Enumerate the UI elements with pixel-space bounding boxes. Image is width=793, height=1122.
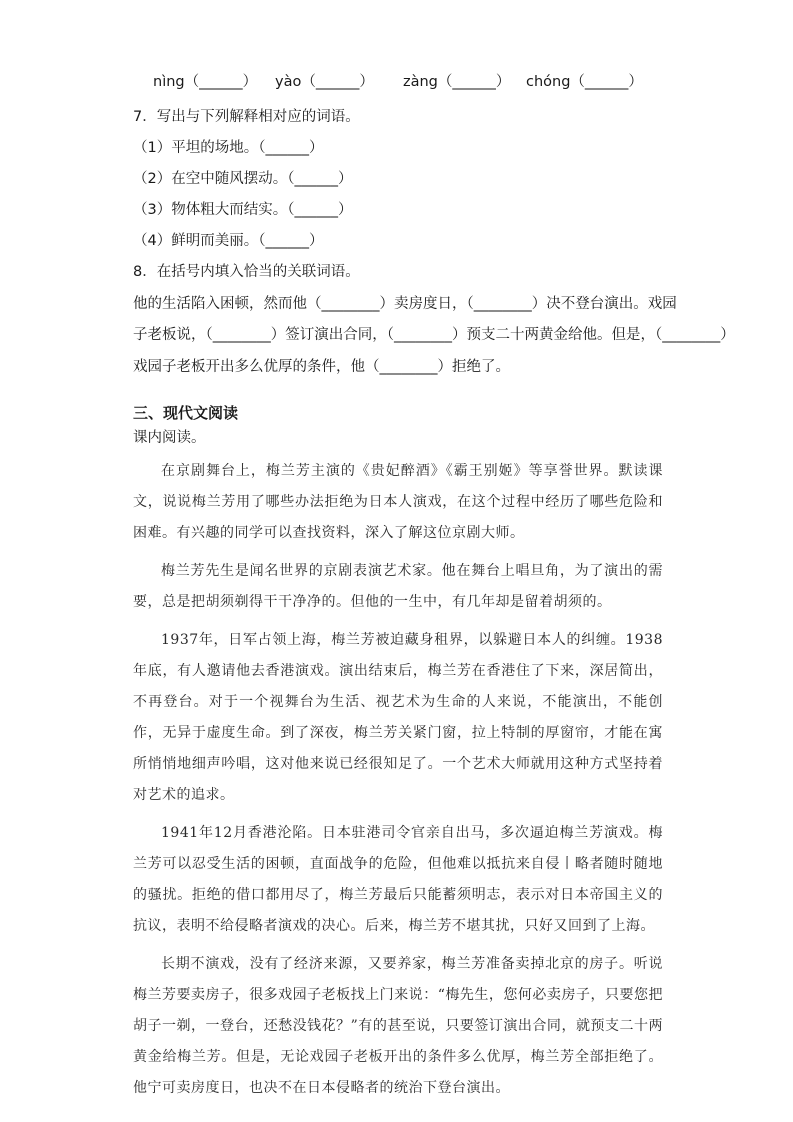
- passage-paragraph-5: 长期不演戏，没有了经济来源，又要养家，梅兰芳准备卖掉北京的房子。听说梅兰芳要卖房子，很多戏园子老板找上门来说：“梅先生，您何必卖房子，只要您把胡子一剃，一登台，还愁没钱花？”有的甚至说，只要签订演出合同，就预支二十两黄金给梅兰芳。但是，无论戏园子老板开出的条件多么优厚，梅兰芳全部拒绝了。他宁可卖房度日，也决不在日本侵略者的统治下登台演出。: [133, 956, 663, 1096]
- question-8-title: 8．在括号内填入恰当的关联词语。: [133, 264, 360, 280]
- question-8-line-2[interactable]: 子老板说，（________）签订演出合同，（________）预支二十两黄金给他。但是，（________）: [133, 327, 735, 343]
- passage-paragraph-1: 在京剧舞台上，梅兰芳主演的《贵妃醉酒》《霸王别姬》等享誉世界。默读课文，说说梅兰芳用了哪些办法拒绝为日本人演戏，在这个过程中经历了哪些危险和困难。有兴趣的同学可以查找资料，深入了解这位京剧大师。: [133, 463, 663, 541]
- pinyin-blank-yao[interactable]: yào（______）: [275, 74, 374, 90]
- question-7-item-2[interactable]: （2）在空中随风摆动。（______）: [133, 171, 353, 187]
- reading-passage: [133, 456, 663, 1111]
- pinyin-blank-chong[interactable]: chóng（______）: [526, 74, 643, 90]
- passage-paragraph-2: 梅兰芳先生是闻名世界的京剧表演艺术家。他在舞台上唱旦角，为了演出的需要，总是把胡须剃得干干净净的。但他的一生中，有几年却是留着胡须的。: [133, 563, 663, 610]
- pinyin-blank-zang[interactable]: zàng（______）: [403, 74, 511, 90]
- pinyin-row: [0, 72, 793, 92]
- question-7-item-3[interactable]: （3）物体粗大而结实。（______）: [133, 202, 353, 218]
- passage-paragraph-3: 1937年，日军占领上海，梅兰芳被迫藏身租界，以躲避日本人的纠缠。1938年底，有人邀请他去香港演戏。演出结束后，梅兰芳在香港住了下来，深居简出，不再登台。对于一个视舞台为生活、视艺术为生命的人来说，不能演出，不能创作，无异于虚度生命。到了深夜，梅兰芳关紧门窗，拉上特制的厚窗帘，才能在寓所悄悄地细声吟唱，这对他来说已经很知足了。一个艺术大师就用这种方式坚持着对艺术的追求。: [133, 632, 663, 803]
- question-7-item-4[interactable]: （4）鲜明而美丽。（______）: [133, 233, 324, 249]
- question-8-line-3[interactable]: 戏园子老板开出多么优厚的条件，他（________）拒绝了。: [133, 359, 510, 375]
- section-3-subtitle: 课内阅读。: [133, 430, 206, 446]
- question-7-item-1[interactable]: （1）平坦的场地。（______）: [133, 140, 324, 156]
- passage-paragraph-4: 1941年12月香港沦陷。日本驻港司令官亲自出马，多次逼迫梅兰芳演戏。梅兰芳可以忍受生活的困顿，直面战争的危险，但他难以抵抗来自侵丨略者随时随地的骚扰。拒绝的借口都用尽了，梅兰芳最后只能蓄须明志，表示对日本帝国主义的抗议，表明不给侵略者演戏的决心。后来，梅兰芳不堪其扰，只好又回到了上海。: [133, 825, 663, 934]
- question-8-line-1[interactable]: 他的生活陷入困顿，然而他（________）卖房度日，（________）决不登台演出。戏园: [133, 296, 677, 312]
- pinyin-blank-ning[interactable]: nìng（______）: [153, 74, 258, 90]
- section-3-heading: 三、现代文阅读: [133, 404, 239, 422]
- question-7-title: 7．写出与下列解释相对应的词语。: [133, 109, 360, 125]
